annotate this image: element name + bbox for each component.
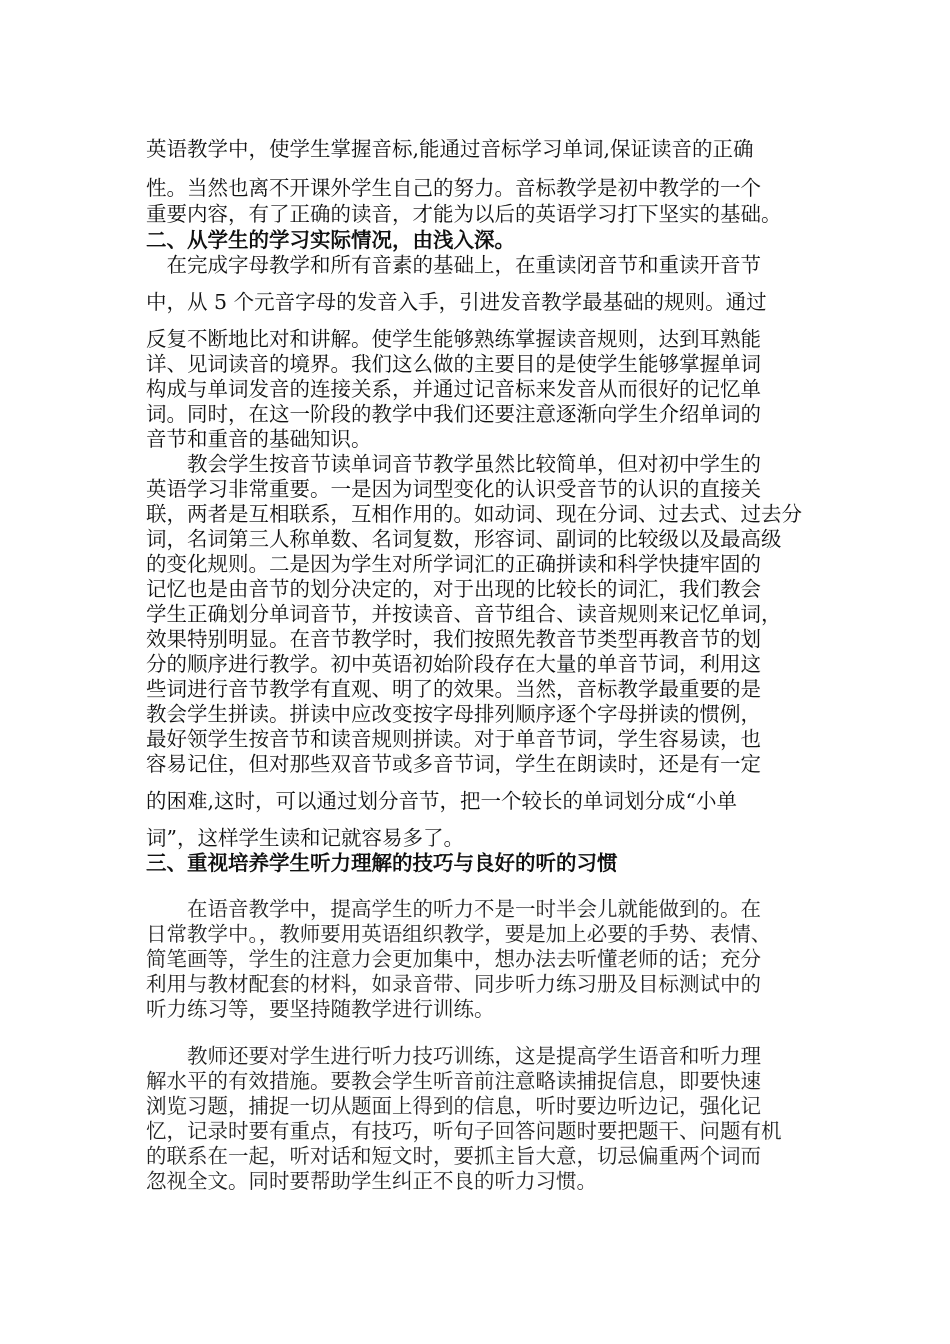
body-line: 解水平的有效措施。要教会学生听音前注意略读捕捉信息，即要快速 — [146, 1069, 761, 1093]
body-line: 音节和重音的基础知识。 — [146, 427, 372, 451]
body-line: 在完成字母教学和所有音素的基础上，在重读闭音节和重读开音节 — [146, 253, 761, 277]
body-line: 联，两者是互相联系，互相作用的。如动词、现在分词、过去式、过去分 — [146, 502, 802, 526]
section-heading: 三、重视培养学生听力理解的技巧与良好的听的习惯 — [146, 851, 618, 875]
body-line: 英语学习非常重要。一是因为词型变化的认识受音节的认识的直接关 — [146, 477, 761, 501]
body-line: 词”，这样学生读和记就容易多了。 — [146, 826, 464, 850]
body-line: 性。当然也离不开课外学生自己的努力。音标教学是初中教学的一个 — [146, 176, 761, 200]
body-line: 些词进行音节教学有直观、明了的效果。当然，音标教学最重要的是 — [146, 677, 761, 701]
body-line: 听力练习等，要坚持随教学进行训练。 — [146, 997, 495, 1021]
body-line: 的联系在一起，听对话和短文时，要抓主旨大意，切忌偏重两个词而 — [146, 1144, 761, 1168]
body-line: 中，从 5 个元音字母的发音入手，引进发音教学最基础的规则。通过 — [146, 290, 767, 314]
body-line: 的困难,这时，可以通过划分音节，把一个较长的单词划分成“小单 — [146, 789, 737, 813]
body-line: 反复不断地比对和讲解。使学生能够熟练掌握读音规则，达到耳熟能 — [146, 327, 761, 351]
body-line: 记忆也是由音节的划分决定的，对于出现的比较长的词汇，我们教会 — [146, 577, 761, 601]
body-line: 教会学生拼读。拼读中应改变按字母排列顺序逐个字母拼读的惯例， — [146, 702, 761, 726]
body-line: 忆，记录时要有重点，有技巧，听句子回答问题时要把题干、问题有机 — [146, 1119, 782, 1143]
body-line: 详、见词读音的境界。我们这么做的主要目的是使学生能够掌握单词 — [146, 352, 761, 376]
body-line: 英语教学中，使学生掌握音标,能通过音标学习单词,保证读音的正确 — [146, 137, 754, 161]
body-line: 最好领学生按音节和读音规则拼读。对于单音节词，学生容易读，也 — [146, 727, 761, 751]
body-line: 教师还要对学生进行听力技巧训练，这是提高学生语音和听力理 — [146, 1044, 761, 1068]
body-line: 忽视全文。同时要帮助学生纠正不良的听力习惯。 — [146, 1169, 597, 1193]
body-line: 构成与单词发音的连接关系，并通过记音标来发音从而很好的记忆单 — [146, 377, 761, 401]
body-line: 词。同时，在这一阶段的教学中我们还要注意逐渐向学生介绍单词的 — [146, 402, 761, 426]
body-line: 利用与教材配套的材料，如录音带、同步听力练习册及目标测试中的 — [146, 972, 761, 996]
body-line: 浏览习题，捕捉一切从题面上得到的信息，听时要边听边记，强化记 — [146, 1094, 761, 1118]
body-line: 教会学生按音节读单词音节教学虽然比较简单，但对初中学生的 — [146, 452, 761, 476]
body-line: 日常教学中。，教师要用英语组织教学，要是加上必要的手势、表情、 — [146, 922, 772, 946]
body-line: 分的顺序进行教学。初中英语初始阶段存在大量的单音节词，利用这 — [146, 652, 761, 676]
body-line: 学生正确划分单词音节，并按读音、音节组合、读音规则来记忆单词， — [146, 602, 782, 626]
body-line: 的变化规则。二是因为学生对所学词汇的正确拼读和科学快捷牢固的 — [146, 552, 761, 576]
body-line: 词，名词第三人称单数、名词复数，形容词、副词的比较级以及最高级 — [146, 527, 782, 551]
body-line: 重要内容，有了正确的读音，才能为以后的英语学习打下坚实的基础。 — [146, 202, 782, 226]
body-line: 效果特别明显。在音节教学时，我们按照先教音节类型再教音节的划 — [146, 627, 761, 651]
body-line: 简笔画等，学生的注意力会更加集中，想办法去听懂老师的话；充分 — [146, 947, 761, 971]
section-heading: 二、从学生的学习实际情况，由浅入深。 — [146, 228, 515, 252]
body-line: 容易记住，但对那些双音节或多音节词，学生在朗读时，还是有一定 — [146, 752, 761, 776]
body-line: 在语音教学中，提高学生的听力不是一时半会儿就能做到的。在 — [146, 897, 761, 921]
